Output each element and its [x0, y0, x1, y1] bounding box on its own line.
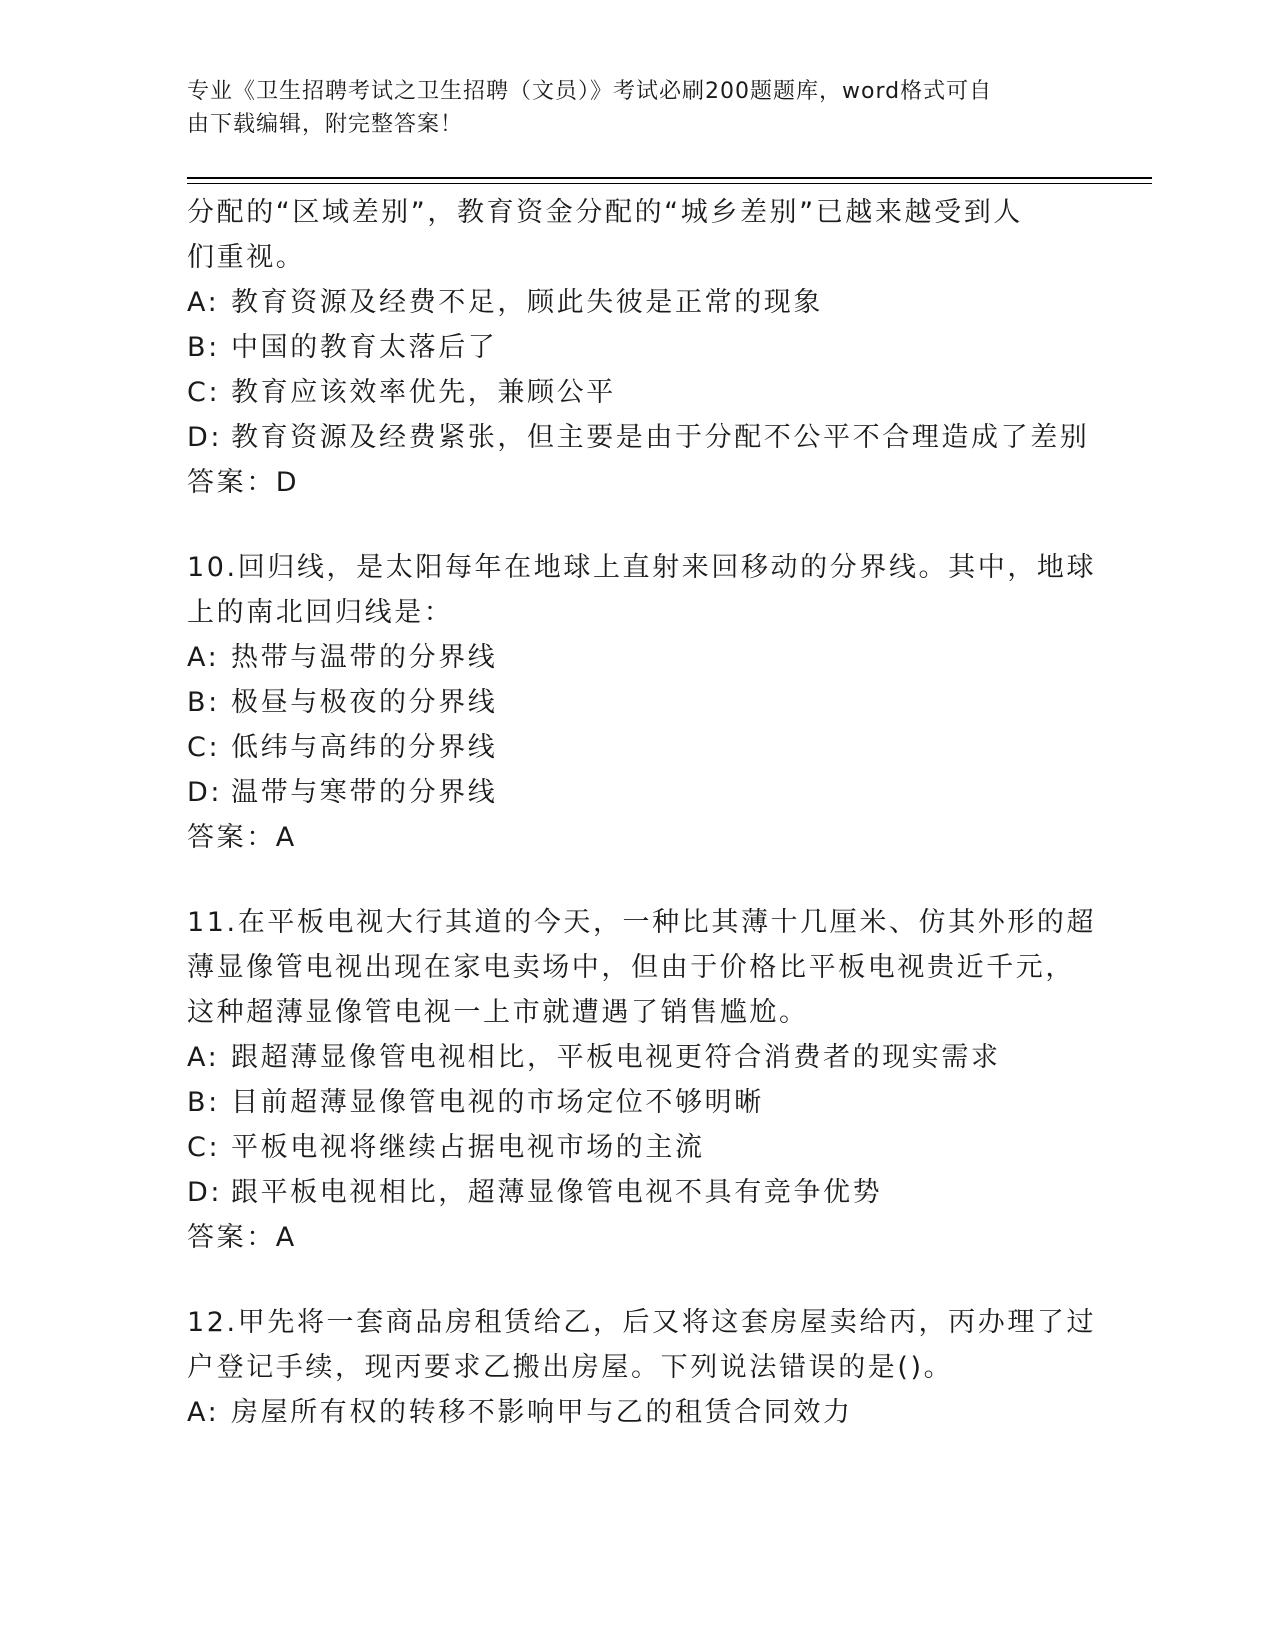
option-d — [187, 770, 1152, 815]
option-text: 低纬与高纬的分界线 — [231, 732, 498, 763]
option-letter: A: — [187, 1397, 220, 1428]
question-11 — [187, 900, 1152, 1260]
page-header — [187, 75, 1057, 141]
option-letter: D: — [187, 1177, 223, 1208]
option-letter: C: — [187, 1132, 221, 1163]
option-letter: B: — [187, 1087, 220, 1118]
question-stem-line: 户登记手续，现丙要求乙搬出房屋。下列说法错误的是()。 — [187, 1352, 954, 1383]
option-letter: B: — [187, 687, 220, 718]
option-a — [187, 1035, 1152, 1080]
option-letter: A: — [187, 287, 220, 318]
option-text: 平板电视将继续占据电视市场的主流 — [231, 1132, 705, 1163]
spacer — [187, 860, 1152, 900]
answer: 答案：A — [187, 1222, 297, 1253]
option-c — [187, 1125, 1152, 1170]
question-12 — [187, 1300, 1152, 1435]
option-d — [187, 1170, 1152, 1215]
header-divider-thick — [187, 177, 1152, 179]
question-9 — [187, 190, 1152, 505]
question-stem-line: 这种超薄显像管电视一上市就遭遇了销售尴尬。 — [187, 997, 809, 1028]
option-letter: A: — [187, 642, 220, 673]
option-a — [187, 1390, 1152, 1435]
option-letter: A: — [187, 1042, 220, 1073]
option-text: 跟平板电视相比，超薄显像管电视不具有竞争优势 — [231, 1177, 883, 1208]
answer: 答案：A — [187, 822, 297, 853]
question-10 — [187, 545, 1152, 860]
option-text: 极昼与极夜的分界线 — [231, 687, 498, 718]
spacer — [187, 1260, 1152, 1300]
option-b — [187, 680, 1152, 725]
option-text: 目前超薄显像管电视的市场定位不够明晰 — [231, 1087, 764, 1118]
option-text: 热带与温带的分界线 — [231, 642, 498, 673]
option-text: 教育资源及经费紧张，但主要是由于分配不公平不合理造成了差别 — [231, 422, 1090, 453]
option-letter: D: — [187, 422, 223, 453]
header-divider-thin — [187, 183, 1152, 184]
option-text: 房屋所有权的转移不影响甲与乙的租赁合同效力 — [231, 1397, 853, 1428]
question-stem-line: 薄显像管电视出现在家电卖场中，但由于价格比平板电视贵近千元， — [187, 952, 1075, 983]
question-stem-line: 12.甲先将一套商品房租赁给乙，后又将这套房屋卖给丙，丙办理了过 — [187, 1307, 1097, 1338]
option-a — [187, 280, 1152, 325]
question-stem-line: 上的南北回归线是： — [187, 597, 454, 628]
question-stem-line: 分配的“区域差别”，教育资金分配的“城乡差别”已越来越受到人 — [187, 197, 1023, 228]
option-letter: B: — [187, 332, 220, 363]
option-c — [187, 370, 1152, 415]
spacer — [187, 505, 1152, 545]
option-b — [187, 1080, 1152, 1125]
option-text: 跟超薄显像管电视相比，平板电视更符合消费者的现实需求 — [231, 1042, 1001, 1073]
option-text: 温带与寒带的分界线 — [231, 777, 498, 808]
option-c — [187, 725, 1152, 770]
option-letter: C: — [187, 377, 221, 408]
option-text: 教育资源及经费不足，顾此失彼是正常的现象 — [231, 287, 823, 318]
option-text: 教育应该效率优先，兼顾公平 — [231, 377, 616, 408]
question-stem-line: 10.回归线，是太阳每年在地球上直射来回移动的分界线。其中，地球 — [187, 552, 1097, 583]
question-stem-line: 们重视。 — [187, 242, 306, 273]
question-content — [187, 190, 1152, 1435]
option-letter: D: — [187, 777, 223, 808]
option-a — [187, 635, 1152, 680]
answer: 答案：D — [187, 467, 300, 498]
header-title-line-2: 由下载编辑，附完整答案！ — [187, 112, 464, 137]
header-title-line-1: 专业《卫生招聘考试之卫生招聘（文员）》考试必刷200题题库，word格式可自 — [187, 79, 993, 104]
option-b — [187, 325, 1152, 370]
question-stem-line: 11.在平板电视大行其道的今天，一种比其薄十几厘米、仿其外形的超 — [187, 907, 1097, 938]
option-text: 中国的教育太落后了 — [231, 332, 498, 363]
option-letter: C: — [187, 732, 221, 763]
option-d — [187, 415, 1152, 460]
